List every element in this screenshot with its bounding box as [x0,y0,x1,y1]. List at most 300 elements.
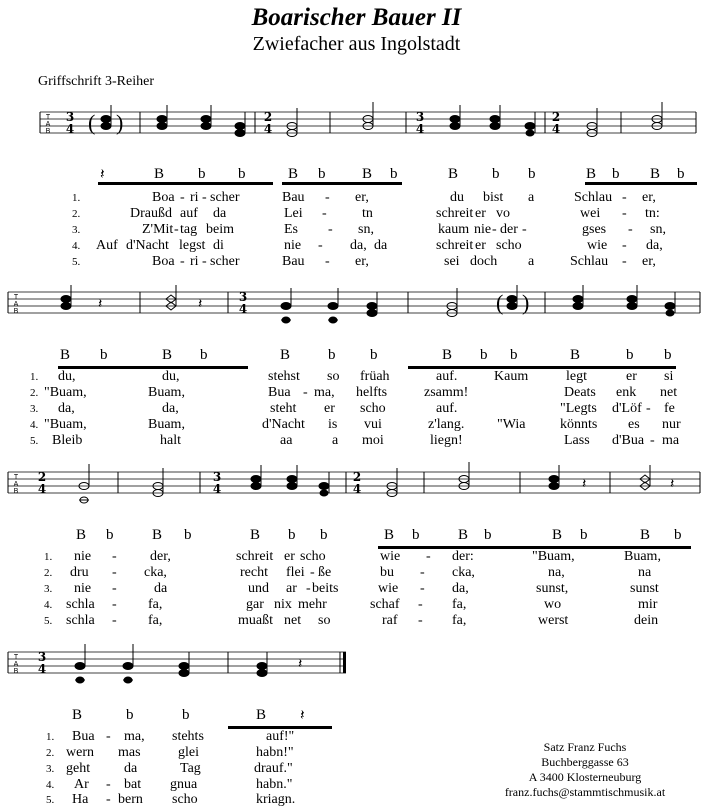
lyric-word: - [628,222,633,237]
lyric-word: Lass [564,433,590,448]
lyric-word: tn: [645,206,660,221]
bass-label: b [100,347,108,363]
lyric-word: mir [638,597,658,612]
lyric-word: - [622,254,627,269]
svg-text:3: 3 [212,470,222,484]
verse-line [0,190,713,206]
lyric-word: da, [162,401,179,416]
verse-line [0,417,713,433]
verse-line [0,238,713,254]
lyric-word: - [106,729,111,744]
song-subtitle: Zwiefacher aus Ingolstadt [252,33,461,55]
lyric-word: da, [350,238,367,253]
lyric-word: - [106,777,111,792]
lyric-word: so [318,613,331,628]
rest-symbol: 𝄽 [100,167,105,183]
song-title: Boarischer Bauer II [251,4,462,31]
lyric-word: Lei [284,206,303,221]
lyric-word: stehts [172,729,204,744]
lyric-word: du, [162,369,180,384]
lyric-word: net [660,385,678,400]
lyric-word: - [650,433,655,448]
lyric-word: er [324,401,335,416]
lyric-word: scho [496,238,522,253]
svg-text:T: T [13,474,19,481]
bass-label: B [162,347,173,363]
bass-label: b [238,166,246,182]
svg-text:2: 2 [37,470,47,484]
lyric-word: - [646,401,651,416]
lyric-word: schla [66,597,95,612]
verse-line [0,369,713,385]
lyric-word: scher [210,254,240,269]
lyric-word: drauf." [254,761,293,776]
lyric-word: a [528,254,535,269]
lyric-word: si [664,369,674,384]
lyric-word: er, [355,190,369,205]
verse-number: 4. [30,419,39,431]
bass-label: B [570,347,581,363]
lyric-word: scho [360,401,386,416]
verse-number: 2. [72,208,81,220]
lyric-word: Bau [282,254,305,269]
lyric-word: - [420,565,425,580]
verse-number: 3. [44,583,53,595]
lyric-word: - [106,792,111,807]
verse-line [0,581,713,597]
lyric-word: auf!" [266,729,295,744]
lyric-word: bat [124,777,142,792]
lyric-word: nie [74,549,92,564]
lyric-word: da [124,761,138,776]
svg-text:𝄽: 𝄽 [582,477,587,492]
lyric-word: Draußd [130,206,172,221]
lyric-word: wern [66,745,94,760]
lyric-word: aa [280,433,293,448]
bass-label: b [106,527,114,543]
tab-staff-3 [0,460,713,510]
lyric-word: vo [496,206,510,221]
lyric-word: schla [66,613,95,628]
lyric-word: halt [160,433,181,448]
lyric-word: Deats [564,385,596,400]
svg-text:A: A [13,481,19,488]
tab-staff-2 [0,280,713,330]
lyric-word: "Buam, [532,549,575,564]
lyric-word: wie [587,238,608,253]
lyric-word: sunst, [536,581,569,596]
lyric-word: - [418,613,423,628]
lyric-word: - [180,190,185,205]
bass-label: b [612,166,620,182]
verse-number: 3. [72,224,81,236]
lyric-word: a [332,433,339,448]
lyric-word: - [112,549,117,564]
lyric-word: wo [544,597,562,612]
bass-label: b [288,527,296,543]
notation-label: Griffschrift 3-Reiher [38,74,154,89]
verse-number: 2. [30,387,39,399]
bass-label: B [586,166,597,182]
lyric-word: raf [382,613,398,628]
lyric-word: enk [616,385,637,400]
bass-label: b [390,166,398,182]
lyric-word: er [475,206,486,221]
lyric-word: muaßt [238,613,273,628]
lyric-word: - [325,190,330,205]
svg-text:): ) [522,290,530,315]
verse-number: 2. [44,567,53,579]
lyric-word: Ar [74,777,89,792]
lyric-word: gar [246,597,264,612]
lyric-word: schreit [236,549,274,564]
lyric-word: beim [206,222,234,237]
lyric-word: nur [662,417,681,432]
lyric-word: - [522,222,527,237]
lyric-word: Ha [72,792,89,807]
verse-number: 1. [46,731,55,743]
lyric-word: sn, [650,222,666,237]
verse-number: 2. [46,747,55,759]
verse-line [0,385,713,401]
tab-clef-t: T [45,114,51,121]
bass-label: b [412,527,420,543]
svg-text:3: 3 [238,290,248,304]
lyric-word: - [112,597,117,612]
lyric-word: z'lang. [428,417,465,432]
verse-line [0,613,713,629]
lyric-word: da [374,238,388,253]
lyric-word: er, [642,254,656,269]
svg-text:2: 2 [352,470,362,484]
lyric-word: - [303,385,308,400]
verse-number: 1. [44,551,53,563]
lyric-word: fa, [452,613,467,628]
lyric-word: es [628,417,640,432]
lyric-word: er [284,549,295,564]
lyric-word: - [202,190,207,205]
bass-label: B [60,347,71,363]
lyric-word: Boa [152,254,175,269]
lyric-word: steht [270,401,297,416]
lyric-word: net [284,613,302,628]
lyric-word: - [622,190,627,205]
bass-label: B [384,527,395,543]
svg-text:2: 2 [551,110,561,124]
verse-line [0,401,713,417]
lyric-word: na, [548,565,565,580]
lyric-word: - [492,222,497,237]
lyric-word: cka, [144,565,167,580]
lyric-word: mas [118,745,141,760]
svg-text:4: 4 [37,662,47,676]
verse-number: 5. [72,256,81,268]
lyric-word: gnua [170,777,198,792]
lyric-word: - [112,613,117,628]
lyric-word: - [328,222,333,237]
svg-text:𝄽: 𝄽 [670,477,675,492]
lyric-word: da [213,206,227,221]
bass-label: b [370,347,378,363]
lyric-word: er [626,369,637,384]
lyric-word: doch [470,254,498,269]
lyric-word: is [328,417,338,432]
tab-clef-a: A [45,121,51,128]
lyric-word: Es [284,222,298,237]
bass-label: B [448,166,459,182]
lyric-word: - [174,222,179,237]
lyric-word: bern [118,792,143,807]
bass-label: b [480,347,488,363]
lyric-word: da, [646,238,663,253]
lyric-word: Buam, [148,385,185,400]
lyric-word: auf. [436,369,458,384]
lyric-word: na [638,565,652,580]
bass-label: b [328,347,336,363]
bass-label: b [318,166,326,182]
bass-label: b [484,527,492,543]
lyric-word: er [475,238,486,253]
lyric-word: Buam, [624,549,661,564]
lyric-word: Bua [72,729,95,744]
lyric-word: sunst [630,581,659,596]
lyric-word: d'Nacht [126,238,169,253]
credit-line: A 3400 Klosterneuburg [528,770,642,784]
lyric-word: werst [538,613,569,628]
lyric-word: helfts [356,385,388,400]
lyric-word: "Legts [560,401,597,416]
bass-label: B [650,166,661,182]
bass-label: B [256,707,267,723]
lyric-word: vui [364,417,382,432]
lyric-word: bu [380,565,394,580]
tab-clef-b: B [45,128,51,135]
bass-label: b [200,347,208,363]
svg-text:A: A [13,661,19,668]
lyric-word: tag [180,222,198,237]
lyric-word: "Wia [497,417,526,432]
svg-text:4: 4 [352,482,362,496]
bass-label: B [250,527,261,543]
lyric-word: kaum [438,222,470,237]
lyric-word: geht [66,761,91,776]
lyric-word: ar [286,581,297,596]
credit-line: Buchberggasse 63 [541,755,629,769]
lyric-word: fa, [452,597,467,612]
bass-label: B [288,166,299,182]
lyric-word: so [327,369,340,384]
lyric-word: - [318,238,323,253]
bass-label: B [152,527,163,543]
bass-label: B [362,166,373,182]
lyric-word: der: [452,549,474,564]
lyric-word: schreit [436,238,474,253]
verse-number: 5. [44,615,53,627]
bass-label: b [510,347,518,363]
bass-row-3 [0,527,713,547]
credits [500,740,713,800]
lyric-word: fa, [148,597,163,612]
bass-label: b [580,527,588,543]
lyric-word: - [306,581,311,596]
lyric-word: - [310,565,315,580]
bass-label: b [126,707,134,723]
verse-number: 1. [72,192,81,204]
bass-label: b [626,347,634,363]
lyric-word: - [622,238,627,253]
lyric-word: - [622,206,627,221]
lyric-word: gses [582,222,607,237]
lyric-word: Schlau [570,254,609,269]
bass-label: b [674,527,682,543]
svg-text:): ) [116,110,124,135]
svg-text:4: 4 [415,122,425,136]
lyric-word: recht [240,565,268,580]
svg-text:𝄽: 𝄽 [198,297,203,312]
lyric-word: Auf [96,238,118,253]
lyric-word: legst [179,238,206,253]
lyric-word: d'Nacht [262,417,305,432]
verse-number: 4. [72,240,81,252]
bass-row-1 [0,166,713,186]
svg-text:𝄽: 𝄽 [98,297,103,312]
lyric-word: legt [566,369,587,384]
tab-clef [46,114,51,135]
lyric-word: Z'Mit [142,222,174,237]
verse-number: 5. [30,435,39,447]
verse-line [0,254,713,270]
lyric-word: da, [58,401,75,416]
verse-line [0,433,713,449]
verse-number: 4. [46,779,55,791]
lyric-word: er, [642,190,656,205]
lyric-word: sei [444,254,460,269]
lyric-word: habn." [256,777,293,792]
lyric-word: ri [190,190,199,205]
lyric-word: - [112,565,117,580]
lyric-word: ße [318,565,332,580]
bass-label: B [442,347,453,363]
svg-text:4: 4 [65,122,75,136]
lyric-word: der [500,222,518,237]
lyric-word: - [112,581,117,596]
verse-line [0,565,713,581]
svg-text:(: ( [88,110,96,135]
lyric-word: - [325,254,330,269]
lyric-word: ri [190,254,199,269]
lyric-word: wei [580,206,601,221]
lyric-word: nix [274,597,292,612]
lyric-word: mehr [298,597,327,612]
lyric-word: a [528,190,535,205]
lyric-word: habn!" [256,745,294,760]
svg-text:3: 3 [415,110,425,124]
verse-line [0,222,713,238]
verse-line [0,597,713,613]
lyric-word: Boa [152,190,175,205]
lyric-word: scho [172,792,198,807]
lyric-word: Bua [268,385,291,400]
lyric-word: Schlau [574,190,613,205]
bass-row-2 [0,347,713,367]
lyric-word: scher [210,190,240,205]
bass-label: b [198,166,206,182]
lyric-word: "Buam, [44,417,87,432]
lyric-word: wie [378,581,399,596]
bass-label: B [280,347,291,363]
bass-label: B [458,527,469,543]
svg-text:4: 4 [212,482,222,496]
lyric-word: liegn! [430,433,463,448]
verse-number: 4. [44,599,53,611]
lyric-word: kriagn. [256,792,296,807]
bass-label: B [72,707,83,723]
bass-label: b [528,166,536,182]
lyric-word: du, [58,369,76,384]
svg-text:T: T [13,294,19,301]
lyric-word: flei [286,565,305,580]
svg-text:T: T [13,654,19,661]
lyric-word: ma [662,433,680,448]
bass-row-4 [0,707,713,727]
rest-symbol: 𝄽 [300,708,305,724]
svg-text:4: 4 [238,302,248,316]
lyric-word: dein [634,613,659,628]
lyric-word: zsamm! [424,385,469,400]
verse-line [0,549,713,565]
tab-staff-1 [0,100,713,150]
svg-text:3: 3 [37,650,47,664]
lyric-word: auf [180,206,198,221]
svg-text:B: B [13,308,19,315]
verse-number: 3. [46,763,55,775]
bass-label: B [640,527,651,543]
bass-label: b [320,527,328,543]
lyric-word: nie [74,581,92,596]
lyric-word: früah [360,369,390,384]
lyric-word: d'Löf [612,401,642,416]
lyric-word: tn [362,206,373,221]
credit-line: Satz Franz Fuchs [543,740,627,754]
lyric-word: Buam, [148,417,185,432]
svg-text:2: 2 [263,110,273,124]
lyric-word: er, [355,254,369,269]
lyric-word: Bleib [52,433,83,448]
bass-label: b [664,347,672,363]
lyric-word: - [420,581,425,596]
lyric-word: du [450,190,464,205]
lyric-word: da [154,581,168,596]
lyric-word: und [248,581,269,596]
svg-text:A: A [13,301,19,308]
lyric-word: ma, [124,729,145,744]
svg-text:4: 4 [263,122,273,136]
lyric-word: - [418,597,423,612]
lyric-word: - [322,206,327,221]
lyric-word: Kaum [494,369,529,384]
lyric-word: dru [70,565,89,580]
lyric-word: wie [380,549,401,564]
verse-number: 3. [30,403,39,415]
svg-text:B: B [13,668,19,675]
lyric-word: moi [362,433,384,448]
lyric-word: glei [178,745,199,760]
lyric-word: di [213,238,224,253]
bass-label: B [76,527,87,543]
lyric-word: nie [284,238,302,253]
lyric-word: stehst [268,369,300,384]
bass-label: b [182,707,190,723]
